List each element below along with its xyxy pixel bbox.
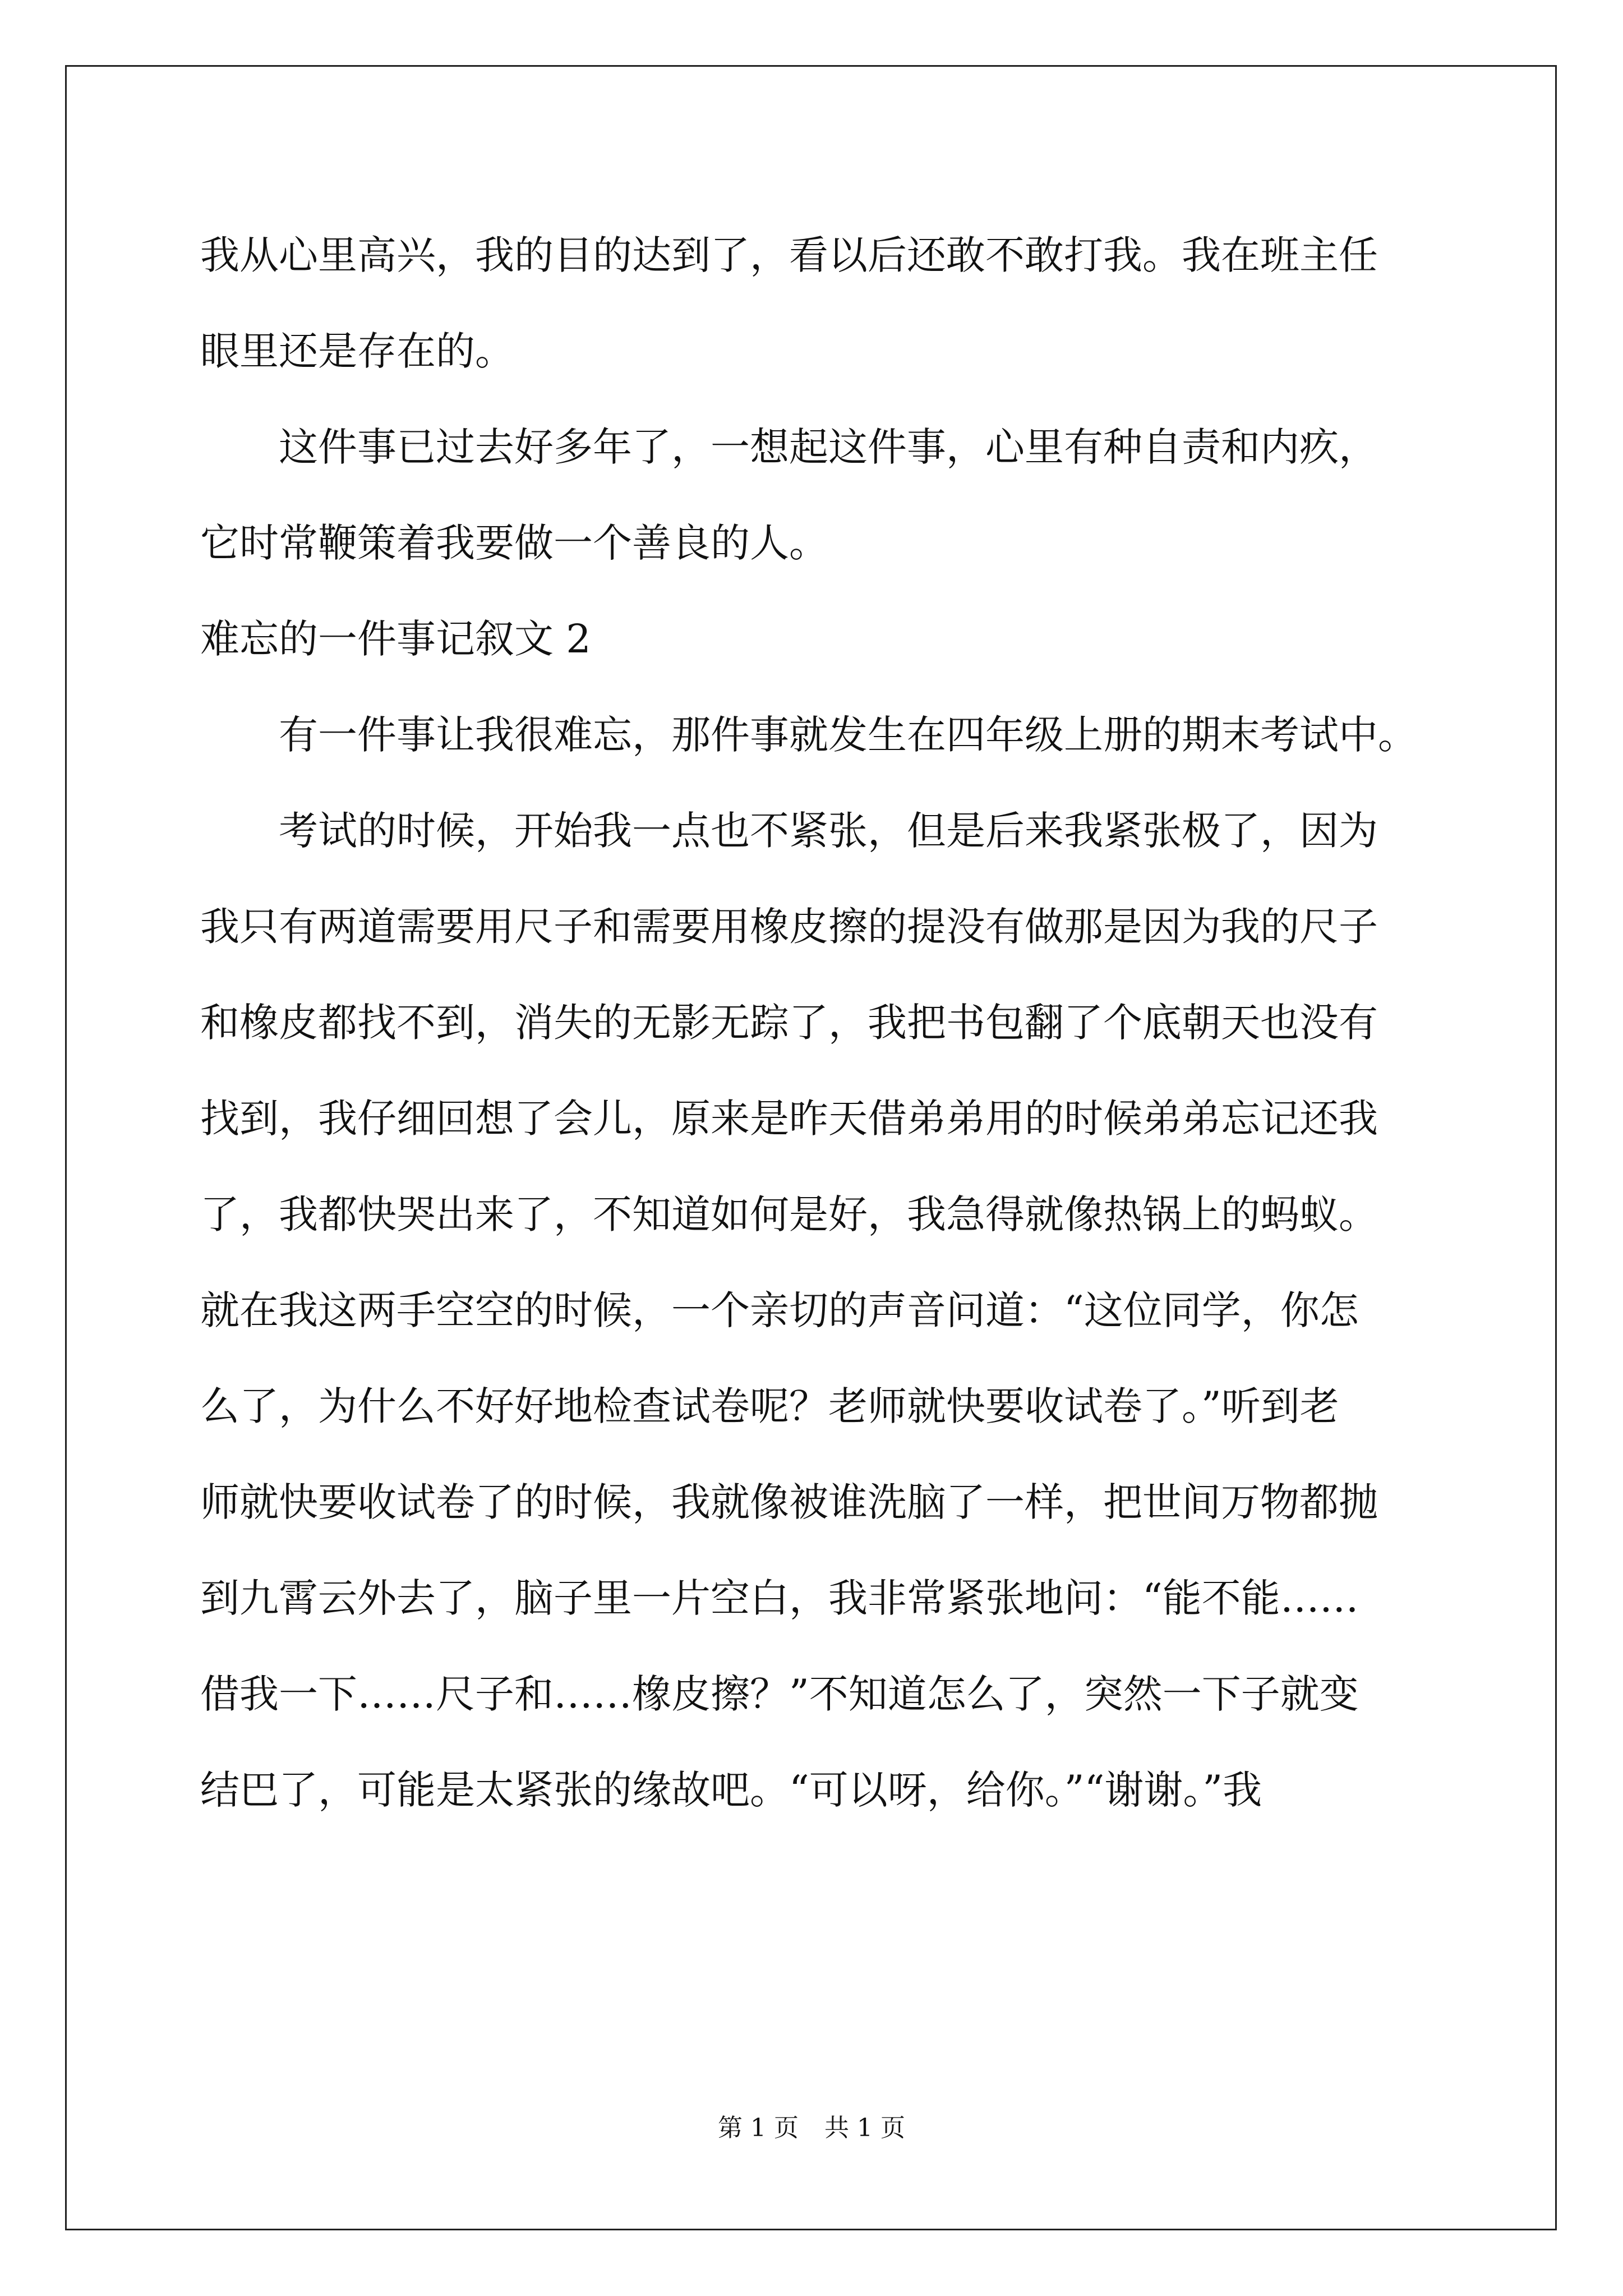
text-line: 有一件事让我很难忘，那件事就发生在四年级上册的期末考试中。: [279, 712, 1417, 758]
text-line: 我只有两道需要用尺子和需要用橡皮擦的提没有做那是因为我的尺子: [200, 904, 1378, 950]
text-line: 我从心里高兴，我的目的达到了，看以后还敢不敢打我。我在班主任: [200, 232, 1378, 278]
text-line: 这件事已过去好多年了，一想起这件事，心里有种自责和内疚，: [279, 424, 1378, 470]
text-line: 就在我这两手空空的时候，一个亲切的声音问道：“这位同学，你怎: [200, 1287, 1359, 1333]
section-heading: 难忘的一件事记叙文 2: [200, 616, 591, 662]
text-line: 到九霄云外去了，脑子里一片空白，我非常紧张地问：“能不能……: [200, 1575, 1359, 1621]
page-footer: [0, 2111, 1623, 2145]
text-line: 了，我都快哭出来了，不知道如何是好，我急得就像热锅上的蚂蚁。: [200, 1191, 1378, 1237]
text-line: 眼里还是存在的。: [200, 328, 514, 374]
text-line: 结巴了，可能是太紧张的缘故吧。“可以呀，给你。”“谢谢。”我: [200, 1767, 1262, 1813]
document-body: [200, 208, 1428, 1838]
text-line: 找到，我仔细回想了会儿，原来是昨天借弟弟用的时候弟弟忘记还我: [200, 1096, 1378, 1142]
page-number: 第 1 页: [718, 2114, 799, 2142]
text-line: 和橡皮都找不到，消失的无影无踪了，我把书包翻了个底朝天也没有: [200, 1000, 1378, 1046]
page-total: 共 1 页: [824, 2114, 905, 2142]
text-line: 么了，为什么不好好地检查试卷呢？老师就快要收试卷了。”听到老: [200, 1383, 1339, 1429]
text-line: 师就快要收试卷了的时候，我就像被谁洗脑了一样，把世间万物都抛: [200, 1479, 1378, 1525]
text-line: 考试的时候，开始我一点也不紧张，但是后来我紧张极了，因为: [279, 808, 1378, 854]
text-line: 借我一下……尺子和……橡皮擦？”不知道怎么了，突然一下子就变: [200, 1671, 1359, 1717]
text-line: 它时常鞭策着我要做一个善良的人。: [200, 520, 828, 566]
